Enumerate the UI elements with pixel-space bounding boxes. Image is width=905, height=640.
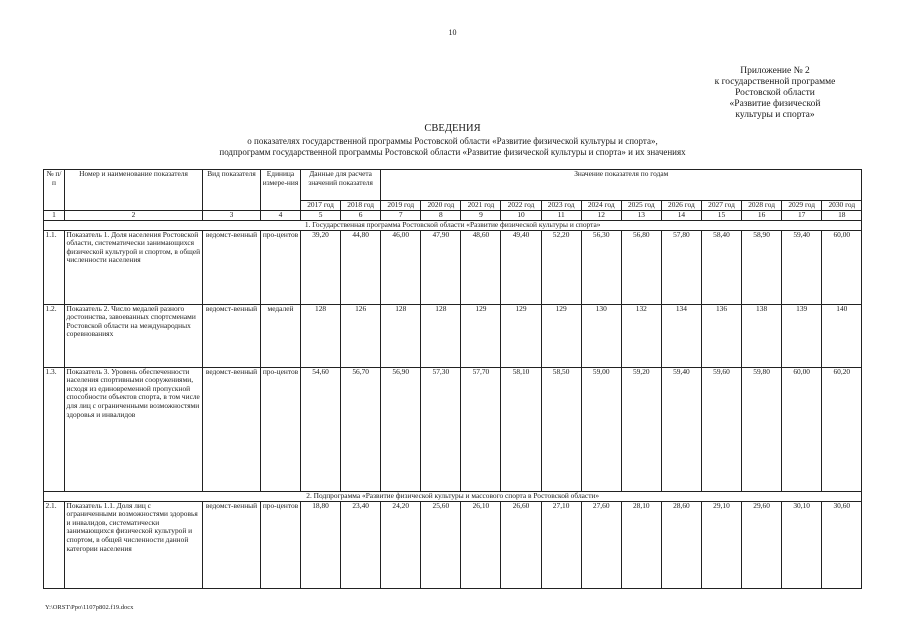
section-row (44, 491, 862, 501)
column-number-cell: 1 (44, 210, 65, 220)
value-cell: 59,60 (701, 367, 741, 491)
page-number: 10 (448, 28, 457, 37)
value-cell: 140 (822, 304, 862, 367)
value-cell: 58,10 (501, 367, 541, 491)
section-title: 2. Подпрограмма «Развитие физической культуры и массового спорта в Ростовской области» (44, 491, 862, 501)
value-cell: 49,40 (501, 230, 541, 304)
value-cell: 60,00 (782, 367, 822, 491)
value-cell: 26,10 (461, 501, 501, 588)
appendix-line: Ростовской области (735, 88, 815, 98)
value-cell: 59,00 (581, 367, 621, 491)
year-header-cell: 2022 год (501, 201, 541, 211)
header-unit: Единица измере-ния (261, 170, 301, 211)
value-cell: 29,60 (742, 501, 782, 588)
value-cell: 128 (301, 304, 341, 367)
document-subtitle (0, 136, 905, 157)
document-title: СВЕДЕНИЯ (424, 123, 481, 134)
indicator-name: Показатель 2. Число медалей разного достоинства, завоеванных спортсменами Ростовской области на международных соревнованиях (65, 304, 203, 367)
year-header-cell: 2024 год (581, 201, 621, 211)
value-cell: 58,90 (742, 230, 782, 304)
section-row (44, 220, 862, 230)
indicator-name: Показатель 3. Уровень обеспеченности населения спортивными сооружениями, исходя из единовременной пропускной способности объектов спорта, в том числе для лиц с ограниченными возможностями здоровья и инвалидов (65, 367, 203, 491)
column-number-cell: 8 (421, 210, 461, 220)
indicator-name: Показатель 1.1. Доля лиц с ограниченными возможностями здоровья и инвалидов, систематически занимающихся физической культурой и спортом, в общей численности данной категории населения (65, 501, 203, 588)
indicator-unit: про-центов (261, 230, 301, 304)
year-header-cell: 2023 год (541, 201, 581, 211)
indicator-unit: про-центов (261, 501, 301, 588)
column-number-cell: 14 (661, 210, 701, 220)
row-number: 1.3. (44, 367, 65, 491)
year-header-cell: 2026 год (661, 201, 701, 211)
value-cell: 126 (341, 304, 381, 367)
table-body (44, 210, 862, 588)
column-number-cell: 18 (822, 210, 862, 220)
appendix-line: Приложение № 2 (740, 66, 810, 76)
value-cell: 58,50 (541, 367, 581, 491)
header-kind: Вид показателя (203, 170, 261, 211)
year-header-cell: 2025 год (621, 201, 661, 211)
year-header-cell: 2019 год (381, 201, 421, 211)
column-number-cell: 6 (341, 210, 381, 220)
table-header (44, 170, 862, 211)
value-cell: 60,00 (822, 230, 862, 304)
value-cell: 28,10 (621, 501, 661, 588)
value-cell: 139 (782, 304, 822, 367)
appendix-line: культуры и спорта» (735, 110, 815, 120)
column-number-cell: 4 (261, 210, 301, 220)
header-values: Значение показателя по годам (381, 170, 862, 201)
indicator-kind: ведомст-венный (203, 501, 261, 588)
value-cell: 129 (541, 304, 581, 367)
value-cell: 18,80 (301, 501, 341, 588)
value-cell: 56,70 (341, 367, 381, 491)
value-cell: 48,60 (461, 230, 501, 304)
subtitle-line: подпрограмм государственной программы Ростовской области «Развитие физической культуры и спорта» и их значениях (219, 146, 686, 157)
year-header-cell: 2030 год (822, 201, 862, 211)
year-header-cell: 2020 год (421, 201, 461, 211)
value-cell: 27,10 (541, 501, 581, 588)
indicators-table (43, 169, 862, 589)
column-number-cell: 2 (65, 210, 203, 220)
column-number-cell: 10 (501, 210, 541, 220)
value-cell: 56,80 (621, 230, 661, 304)
value-cell: 57,70 (461, 367, 501, 491)
indicator-kind: ведомст-венный (203, 367, 261, 491)
value-cell: 30,10 (782, 501, 822, 588)
value-cell: 47,90 (421, 230, 461, 304)
value-cell: 60,20 (822, 367, 862, 491)
table-row (44, 367, 862, 491)
column-number-cell: 9 (461, 210, 501, 220)
column-number-cell: 16 (742, 210, 782, 220)
appendix-note (690, 66, 860, 121)
value-cell: 44,80 (341, 230, 381, 304)
value-cell: 46,00 (381, 230, 421, 304)
header-name: Номер и наименование показателя (65, 170, 203, 211)
year-header-cell: 2018 год (341, 201, 381, 211)
value-cell: 25,60 (421, 501, 461, 588)
row-number: 2.1. (44, 501, 65, 588)
value-cell: 56,30 (581, 230, 621, 304)
row-number: 1.2. (44, 304, 65, 367)
value-cell: 54,60 (301, 367, 341, 491)
value-cell: 27,60 (581, 501, 621, 588)
table-row (44, 501, 862, 588)
column-number-cell: 13 (621, 210, 661, 220)
column-number-cell: 12 (581, 210, 621, 220)
value-cell: 30,60 (822, 501, 862, 588)
year-header-cell: 2027 год (701, 201, 741, 211)
column-number-cell: 7 (381, 210, 421, 220)
year-header-cell: 2021 год (461, 201, 501, 211)
value-cell: 59,80 (742, 367, 782, 491)
value-cell: 52,20 (541, 230, 581, 304)
table-row (44, 304, 862, 367)
subtitle-line: о показателях государственной программы Ростовской области «Развитие физической культуры и спорта», (247, 136, 658, 146)
indicator-unit: медалей (261, 304, 301, 367)
value-cell: 24,20 (381, 501, 421, 588)
value-cell: 129 (501, 304, 541, 367)
row-number: 1.1. (44, 230, 65, 304)
value-cell: 132 (621, 304, 661, 367)
value-cell: 29,10 (701, 501, 741, 588)
column-number-cell: 5 (301, 210, 341, 220)
appendix-line: к государственной программе (714, 77, 836, 87)
value-cell: 59,40 (661, 367, 701, 491)
table-row (44, 230, 862, 304)
value-cell: 58,40 (701, 230, 741, 304)
value-cell: 59,40 (782, 230, 822, 304)
header-num: № п/п (44, 170, 65, 211)
appendix-line: «Развитие физической (729, 99, 821, 109)
value-cell: 129 (461, 304, 501, 367)
value-cell: 57,30 (421, 367, 461, 491)
value-cell: 134 (661, 304, 701, 367)
value-cell: 130 (581, 304, 621, 367)
column-number-cell: 3 (203, 210, 261, 220)
file-path-footer: Y:\ORST\Ppo\1107p802.f19.docx (45, 604, 134, 611)
indicator-unit: про-центов (261, 367, 301, 491)
value-cell: 128 (381, 304, 421, 367)
value-cell: 128 (421, 304, 461, 367)
value-cell: 28,60 (661, 501, 701, 588)
indicator-name: Показатель 1. Доля населения Ростовской области, систематически занимающихся физической культурой и спортом, в общей численности населения (65, 230, 203, 304)
column-number-cell: 17 (782, 210, 822, 220)
column-number-cell: 15 (701, 210, 741, 220)
value-cell: 136 (701, 304, 741, 367)
value-cell: 26,60 (501, 501, 541, 588)
year-header-cell: 2029 год (782, 201, 822, 211)
value-cell: 56,90 (381, 367, 421, 491)
indicator-kind: ведомст-венный (203, 304, 261, 367)
column-number-cell: 11 (541, 210, 581, 220)
column-number-row (44, 210, 862, 220)
year-header-cell: 2028 год (742, 201, 782, 211)
section-title: 1. Государственная программа Ростовской области «Развитие физической культуры и спорта» (44, 220, 862, 230)
indicator-kind: ведомст-венный (203, 230, 261, 304)
value-cell: 57,80 (661, 230, 701, 304)
value-cell: 138 (742, 304, 782, 367)
year-header-cell: 2017 год (301, 201, 341, 211)
value-cell: 39,20 (301, 230, 341, 304)
header-base: Данные для расчета значений показателя (301, 170, 381, 201)
value-cell: 23,40 (341, 501, 381, 588)
value-cell: 59,20 (621, 367, 661, 491)
